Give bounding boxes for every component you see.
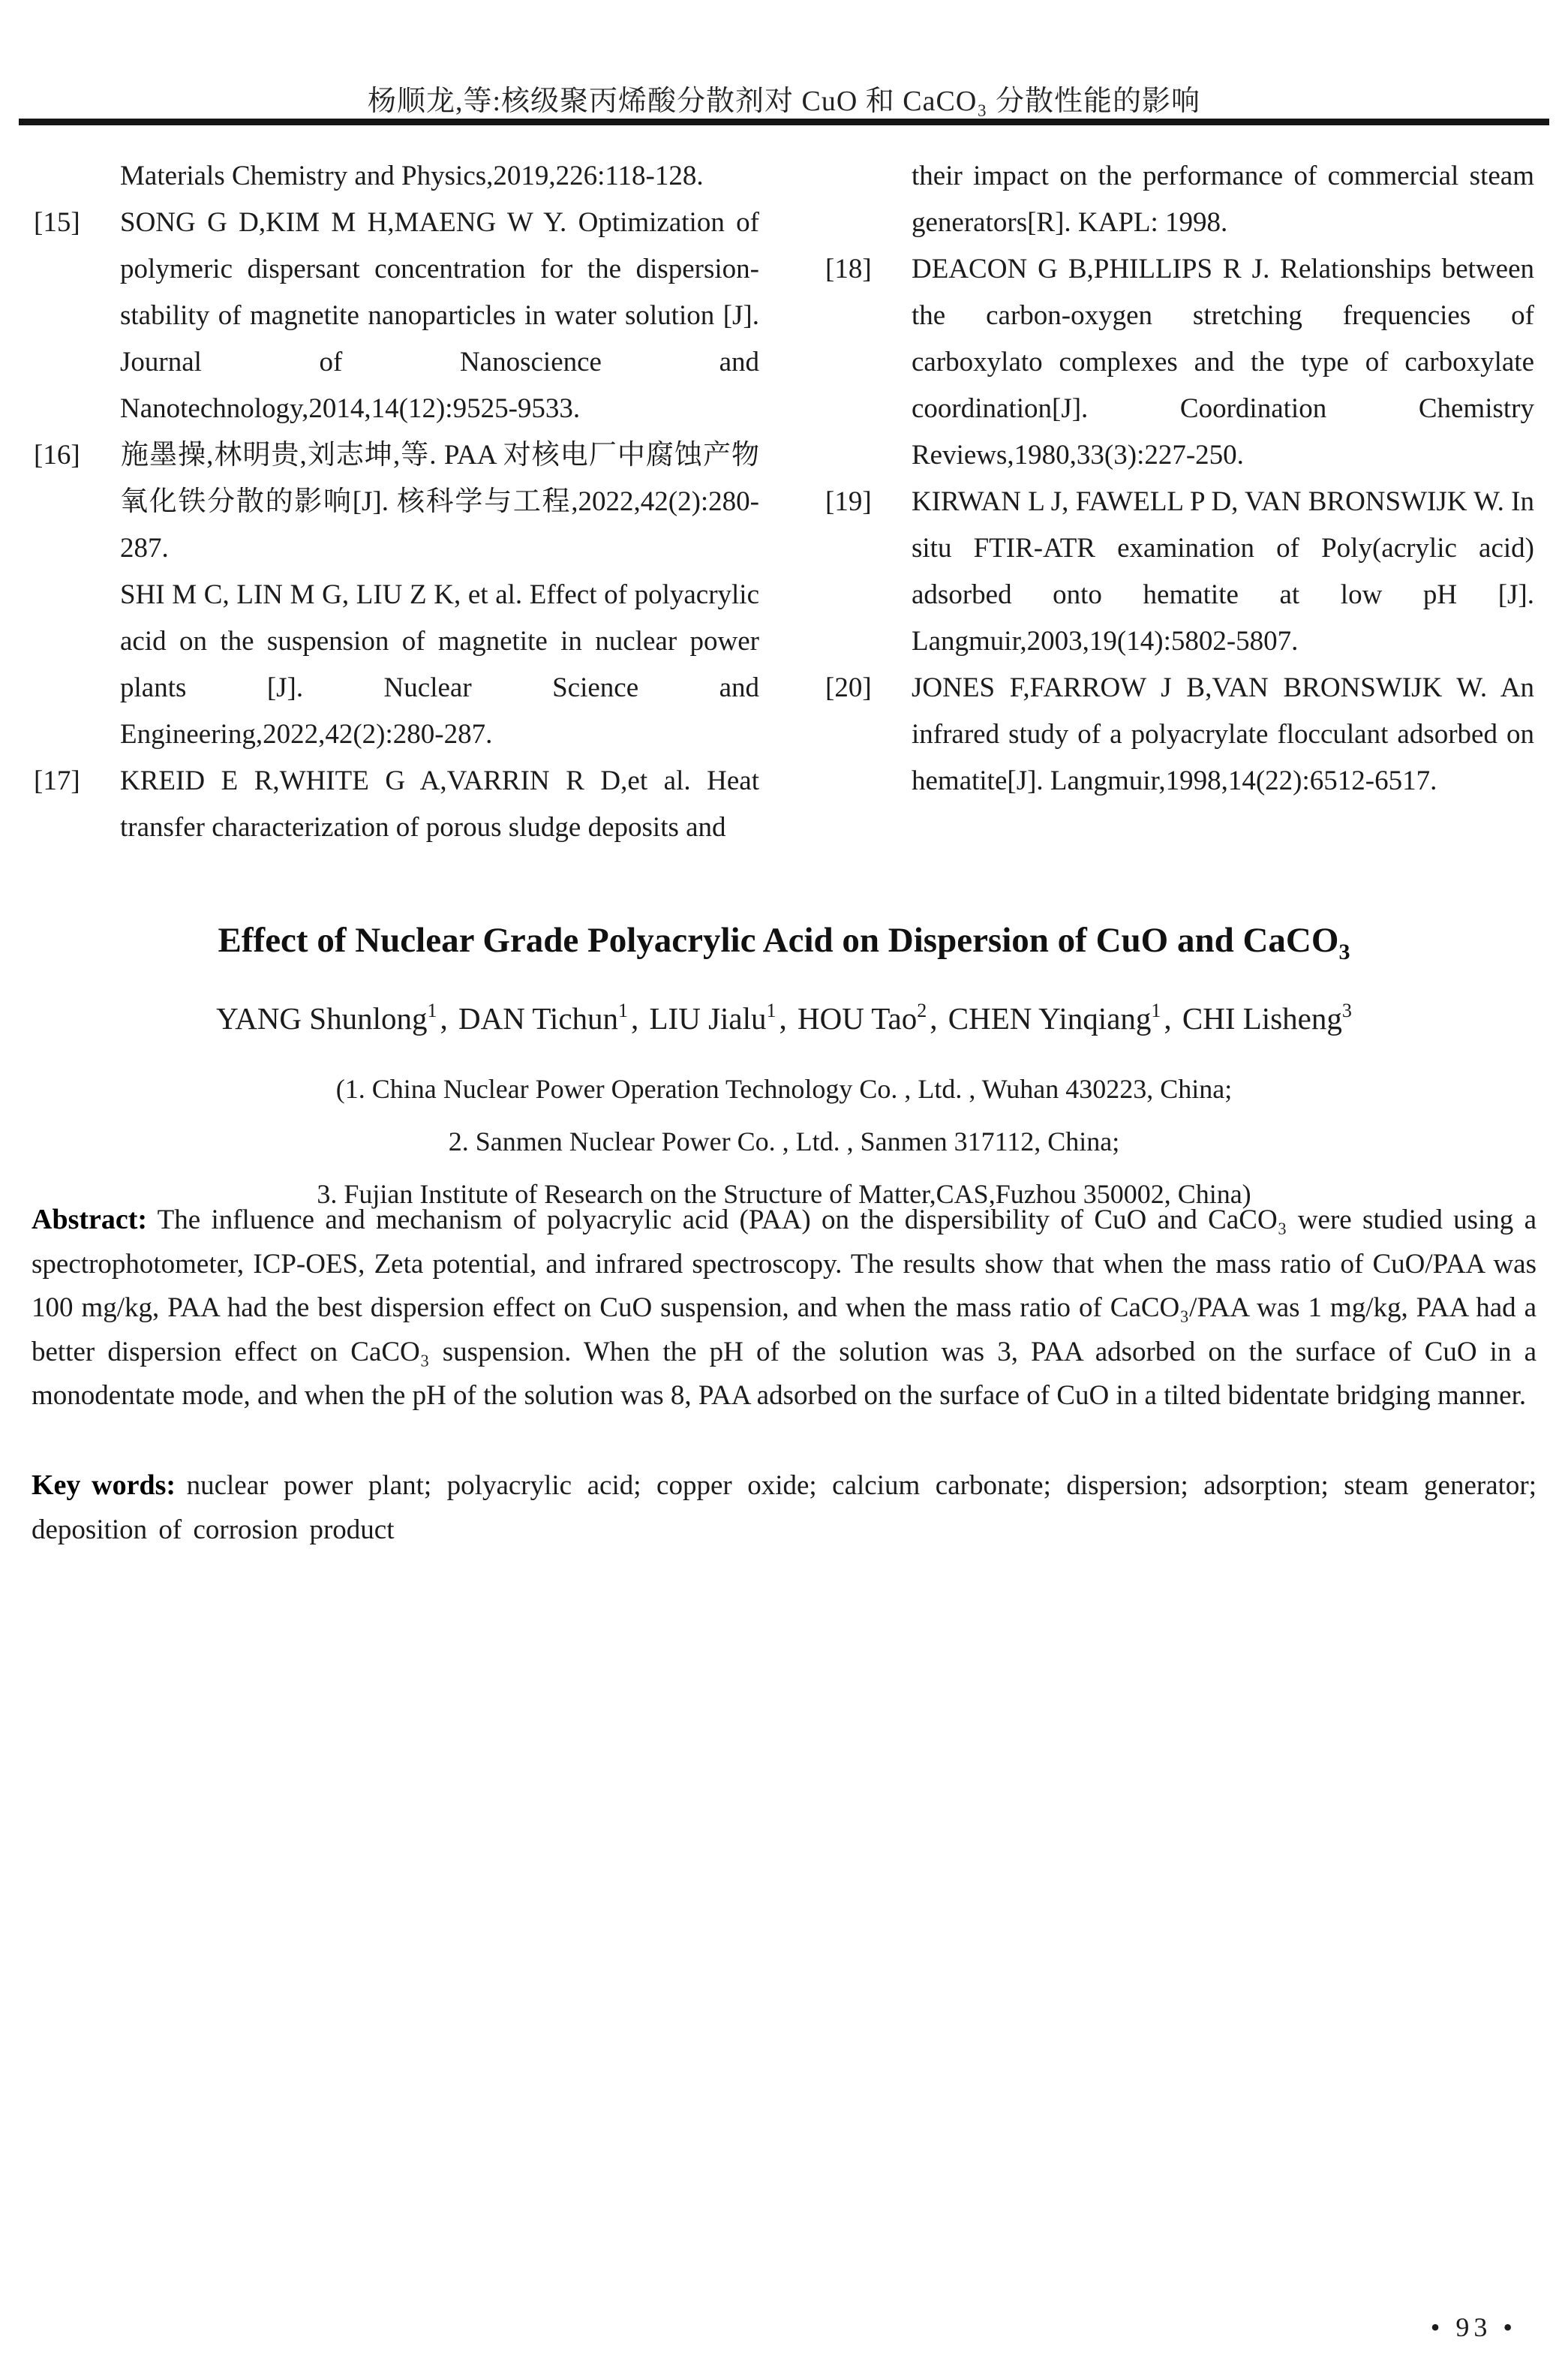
author-affiliation-superscript: 3: [1341, 1000, 1352, 1021]
author-separator: ,: [1164, 1001, 1179, 1036]
author-affiliation-superscript: 1: [427, 1000, 437, 1021]
reference-text: DEACON G B,PHILLIPS R J. Relationships between the carbon-oxygen stretching frequencies of carboxylato complexes and the type of carboxylate coordination[J]. Coordination Chemistry Reviews,1980,33(3):227-250.: [912, 254, 1534, 471]
reference-item: [825, 665, 1534, 805]
reference-item: [34, 153, 759, 200]
reference-item: [825, 479, 1534, 665]
reference-text: SONG G D,KIM M H,MAENG W Y. Optimization of polymeric dispersant concentration for the dispersion-stability of magnetite nanoparticles in water solution [J]. Journal of Nanoscience and Nanotechnology,2014,14(12):9525-9533.: [120, 207, 759, 424]
header-rule: [19, 119, 1549, 125]
author-name: YANG Shunlong: [216, 1001, 428, 1036]
references-right-column: [825, 153, 1534, 805]
abstract-label: Abstract:: [32, 1204, 148, 1235]
reference-text: 施墨操,林明贵,刘志坤,等. PAA 对核电厂中腐蚀产物氧化铁分散的影响[J]. 核科学与工程,2022,42(2):280-287.: [120, 440, 759, 564]
reference-label: [15]: [34, 207, 80, 238]
reference-label: [16]: [34, 440, 80, 471]
reference-text: KIRWAN L J, FAWELL P D, VAN BRONSWIJK W. In situ FTIR-ATR examination of Poly(acrylic acid) adsorbed onto hematite at low pH [J]. Langmuir,2003,19(14):5802-5807.: [912, 486, 1534, 657]
affiliation-line: 2. Sanmen Nuclear Power Co. , Ltd. , Sanmen 317112, China;: [448, 1126, 1120, 1156]
reference-item: [34, 432, 759, 572]
affiliation-line: 3. Fujian Institute of Research on the Structure of Matter,CAS,Fuzhou 350002, China): [317, 1179, 1251, 1209]
reference-item: [34, 200, 759, 432]
author-separator: ,: [631, 1001, 647, 1036]
affiliations-block: [0, 1063, 1568, 1220]
reference-item: [34, 572, 759, 758]
reference-text: Materials Chemistry and Physics,2019,226:118-128.: [120, 161, 704, 191]
reference-label: [17]: [34, 765, 80, 796]
article-title: [0, 920, 1568, 965]
author-separator: ,: [440, 1001, 455, 1036]
reference-label: [20]: [825, 672, 872, 703]
author-separator: ,: [930, 1001, 945, 1036]
author-name: LIU Jialu: [649, 1001, 767, 1036]
author-name: DAN Tichun: [458, 1001, 619, 1036]
abstract-block: [32, 1198, 1536, 1418]
author-name: HOU Tao: [798, 1001, 918, 1036]
author-affiliation-superscript: 1: [766, 1000, 776, 1021]
article-title-main: Effect of Nuclear Grade Polyacrylic Acid on Dispersion of CuO and CaCO: [218, 921, 1339, 960]
page-number: • 93 •: [1430, 2312, 1517, 2342]
reference-text: SHI M C, LIN M G, LIU Z K, et al. Effect of polyacrylic acid on the suspension of magnetite in nuclear power plants [J]. Nuclear Science and Engineering,2022,42(2):280-287.: [120, 579, 759, 750]
reference-text: KREID E R,WHITE G A,VARRIN R D,et al. Heat transfer characterization of porous sludge deposits and: [120, 765, 759, 843]
reference-text: their impact on the performance of commercial steam generators[R]. KAPL: 1998.: [912, 161, 1534, 238]
author-separator: ,: [779, 1001, 795, 1036]
author-affiliation-superscript: 1: [618, 1000, 629, 1021]
abstract-text: The influence and mechanism of polyacrylic acid (PAA) on the dispersibility of CuO and CaCO₃ were studied using a spectrophotometer, ICP-OES, Zeta potential, and infrared spectroscopy. The results show that when the mass ratio of CuO/PAA was 100 mg/kg, PAA had the best dispersion effect on CuO suspension, and when the mass ratio of CaCO₃/PAA was 1 mg/kg, PAA had a better dispersion effect on CaCO₃ suspension. When the pH of the solution was 3, PAA adsorbed on the surface of CuO in a monodentate mode, and when the pH of the solution was 8, PAA adsorbed on the surface of CuO in a tilted bidentate bridging manner.: [32, 1205, 1536, 1411]
authors-line: [0, 1000, 1568, 1036]
reference-item: [825, 153, 1534, 246]
running-header-title: 杨顺龙,等:核级聚丙烯酸分散剂对 CuO 和 CaCO₃ 分散性能的影响: [367, 86, 1201, 117]
references-left-column: [34, 153, 759, 851]
reference-item: [825, 246, 1534, 479]
reference-label: [19]: [825, 486, 872, 517]
author-name: CHEN Yinqiang: [948, 1001, 1152, 1036]
keywords-label: Key words:: [32, 1469, 176, 1501]
author-affiliation-superscript: 1: [1151, 1000, 1161, 1021]
article-title-subscript: 3: [1338, 940, 1350, 964]
keywords-text: nuclear power plant; polyacrylic acid; copper oxide; calcium carbonate; dispersion; adsorption; steam generator; deposition of corrosion product: [32, 1470, 1537, 1545]
keywords-block: [32, 1463, 1536, 1552]
reference-text: JONES F,FARROW J B,VAN BRONSWIJK W. An infrared study of a polyacrylate flocculant adsorbed on hematite[J]. Langmuir,1998,14(22):6512-6517.: [912, 672, 1534, 796]
reference-item: [34, 758, 759, 851]
author-affiliation-superscript: 2: [917, 1000, 927, 1021]
author-name: CHI Lisheng: [1182, 1001, 1342, 1036]
reference-label: [18]: [825, 254, 872, 284]
affiliation-line: (1. China Nuclear Power Operation Technology Co. , Ltd. , Wuhan 430223, China;: [335, 1074, 1233, 1104]
